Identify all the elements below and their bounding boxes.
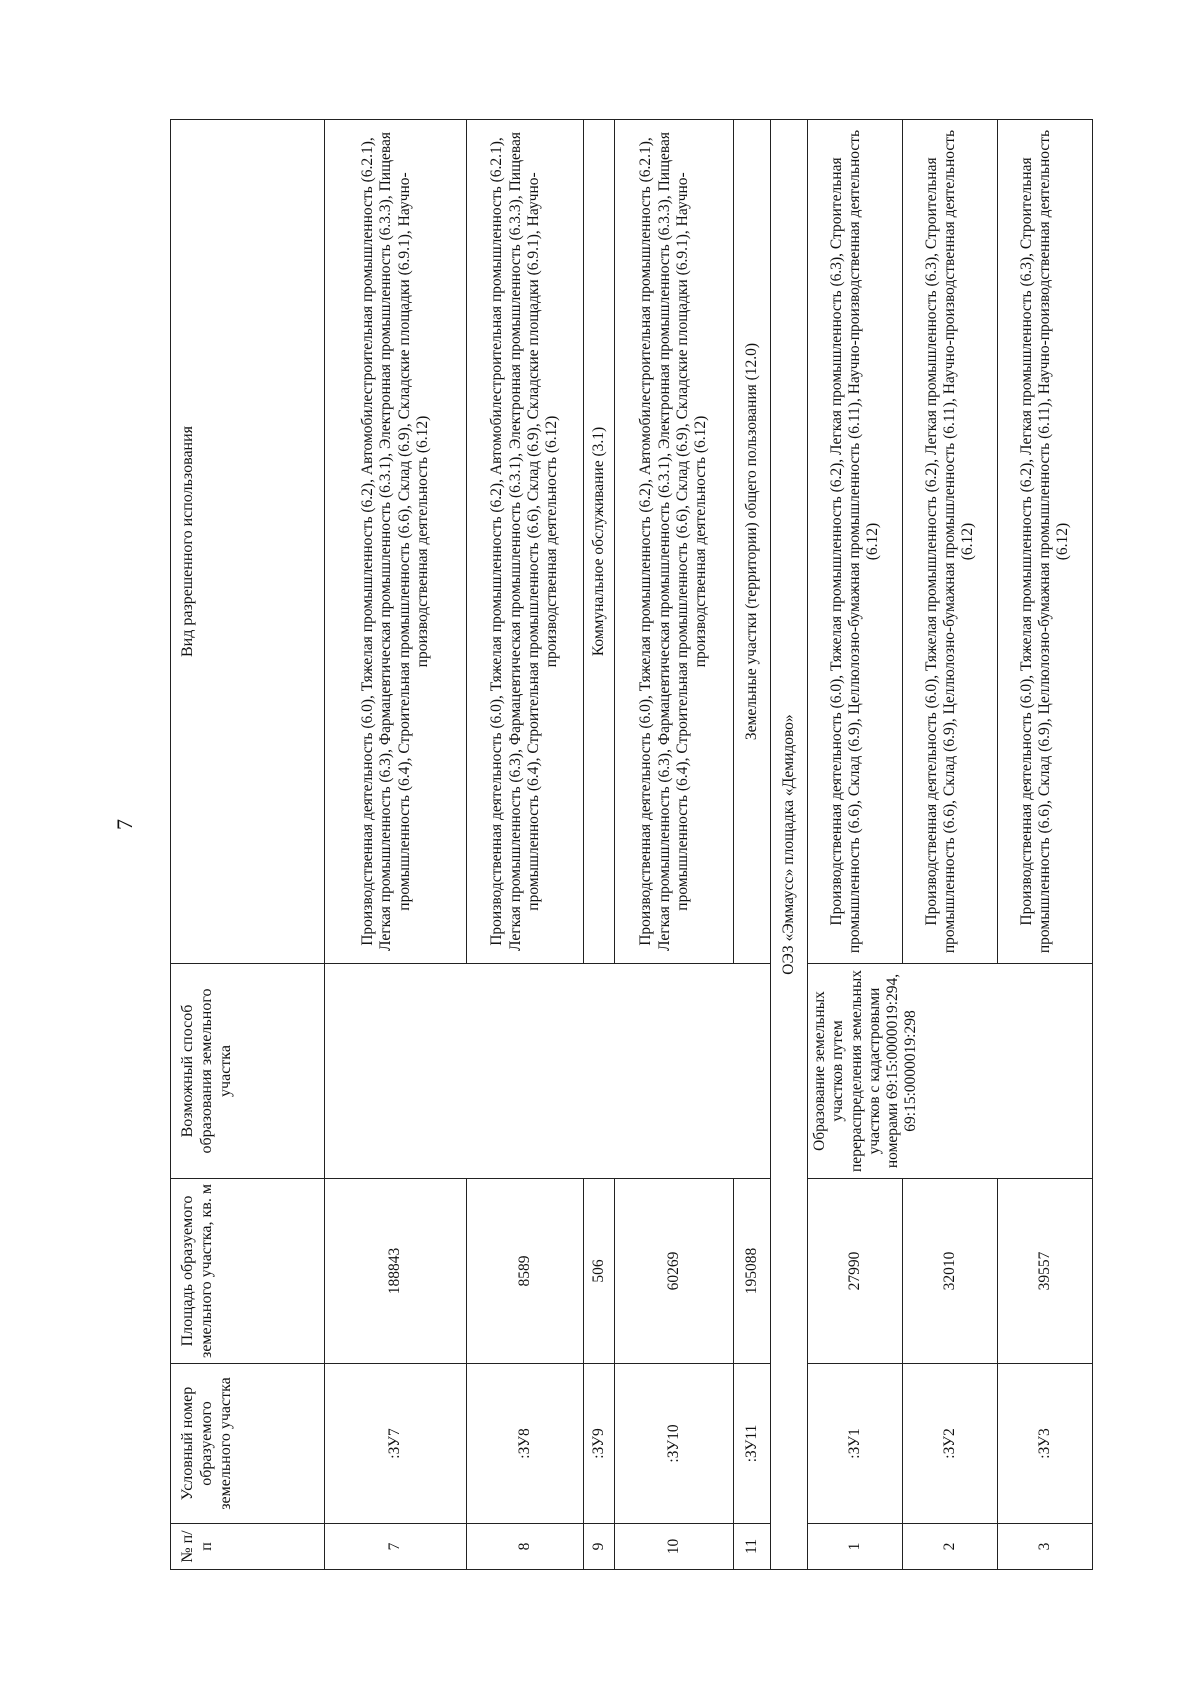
- plot-id: :ЗУ2: [903, 1364, 998, 1524]
- row-number: 3: [998, 1524, 1093, 1570]
- rotated-table-container: [170, 120, 1180, 1570]
- plot-area: 506: [584, 1179, 615, 1364]
- plot-id: :ЗУ10: [615, 1364, 734, 1524]
- permitted-use: Земельные участки (территории) общего пользования (12.0): [734, 120, 771, 964]
- header-plot-id: Условный номер образуемого земельного участка: [171, 1364, 325, 1524]
- table-row: [903, 120, 998, 1570]
- row-number: 11: [734, 1524, 771, 1570]
- header-permitted-use: Вид разрешенного использования: [171, 120, 325, 964]
- section-title: ОЭЗ «Эммаусс» площадка «Демидово»: [771, 120, 808, 1570]
- formation-method: Образование земельных участков путем перераспределения земельных участков с кадастровыми номерами 69:15:0000019:294, 69:15:0000019:298: [808, 964, 1093, 1179]
- header-area: Площадь образуемого земельного участка, кв. м: [171, 1179, 325, 1364]
- permitted-use: Производственная деятельность (6.0), Тяжелая промышленность (6.2), Легкая промышленность (6.3), Строительная промышленность (6.6), Склад (6.9), Целлюлозно-бумажная промышленность (6.11), Научно-производственная деятельность (6.12): [808, 120, 903, 964]
- table-row: [808, 120, 903, 1570]
- permitted-use: Производственная деятельность (6.0), Тяжелая промышленность (6.2), Легкая промышленность (6.3), Строительная промышленность (6.6), Склад (6.9), Целлюлозно-бумажная промышленность (6.11), Научно-производственная деятельность (6.12): [903, 120, 998, 964]
- table-row: [998, 120, 1093, 1570]
- permitted-use: Производственная деятельность (6.0), Тяжелая промышленность (6.2), Легкая промышленность (6.3), Строительная промышленность (6.6), Склад (6.9), Целлюлозно-бумажная промышленность (6.11), Научно-производственная деятельность (6.12): [998, 120, 1093, 964]
- row-number: 8: [467, 1524, 584, 1570]
- permitted-use: Производственная деятельность (6.0), Тяжелая промышленность (6.2), Автомобилестроительная промышленность (6.2.1), Легкая промышленность (6.3), Фармацевтическая промышленность (6.3.1), Электронная промышленность (6.3.3), Пищевая промышленность (6.4), Строительная промышленность (6.6), Склад (6.9), Складские площадки (6.9.1), Научно-производственная деятельность (6.12): [615, 120, 734, 964]
- table-row: [325, 120, 467, 1570]
- permitted-use: Производственная деятельность (6.0), Тяжелая промышленность (6.2), Автомобилестроительная промышленность (6.2.1), Легкая промышленность (6.3), Фармацевтическая промышленность (6.3.1), Электронная промышленность (6.3.3), Пищевая промышленность (6.4), Строительная промышленность (6.6), Склад (6.9), Складские площадки (6.9.1), Научно-производственная деятельность (6.12): [467, 120, 584, 964]
- table-header-row: [171, 120, 325, 1570]
- plot-id: :ЗУ9: [584, 1364, 615, 1524]
- row-number: 10: [615, 1524, 734, 1570]
- permitted-use: Коммунальное обслуживание (3.1): [584, 120, 615, 964]
- permitted-use: Производственная деятельность (6.0), Тяжелая промышленность (6.2), Автомобилестроительная промышленность (6.2.1), Легкая промышленность (6.3), Фармацевтическая промышленность (6.3.1), Электронная промышленность (6.3.3), Пищевая промышленность (6.4), Строительная промышленность (6.6), Склад (6.9), Складские площадки (6.9.1), Научно-производственная деятельность (6.12): [325, 120, 467, 964]
- table-row: [467, 120, 584, 1570]
- land-plots-table: [170, 119, 1093, 1570]
- plot-area: 60269: [615, 1179, 734, 1364]
- plot-id: :ЗУ3: [998, 1364, 1093, 1524]
- plot-area: 8589: [467, 1179, 584, 1364]
- table-row: [734, 120, 771, 1570]
- table-row: [615, 120, 734, 1570]
- plot-area: 27990: [808, 1179, 903, 1364]
- plot-area: 39557: [998, 1179, 1093, 1364]
- page-number: 7: [112, 819, 137, 830]
- plot-area: 188843: [325, 1179, 467, 1364]
- plot-id: :ЗУ7: [325, 1364, 467, 1524]
- row-number: 1: [808, 1524, 903, 1570]
- plot-id: :ЗУ1: [808, 1364, 903, 1524]
- table-row: [584, 120, 615, 1570]
- plot-area: 195088: [734, 1179, 771, 1364]
- header-number: № п/п: [171, 1524, 325, 1570]
- header-method: Возможный способ образования земельного участка: [171, 964, 325, 1179]
- plot-area: 32010: [903, 1179, 998, 1364]
- row-number: 9: [584, 1524, 615, 1570]
- section-row: [771, 120, 808, 1570]
- plot-id: :ЗУ11: [734, 1364, 771, 1524]
- plot-id: :ЗУ8: [467, 1364, 584, 1524]
- row-number: 2: [903, 1524, 998, 1570]
- formation-method: [325, 964, 771, 1179]
- row-number: 7: [325, 1524, 467, 1570]
